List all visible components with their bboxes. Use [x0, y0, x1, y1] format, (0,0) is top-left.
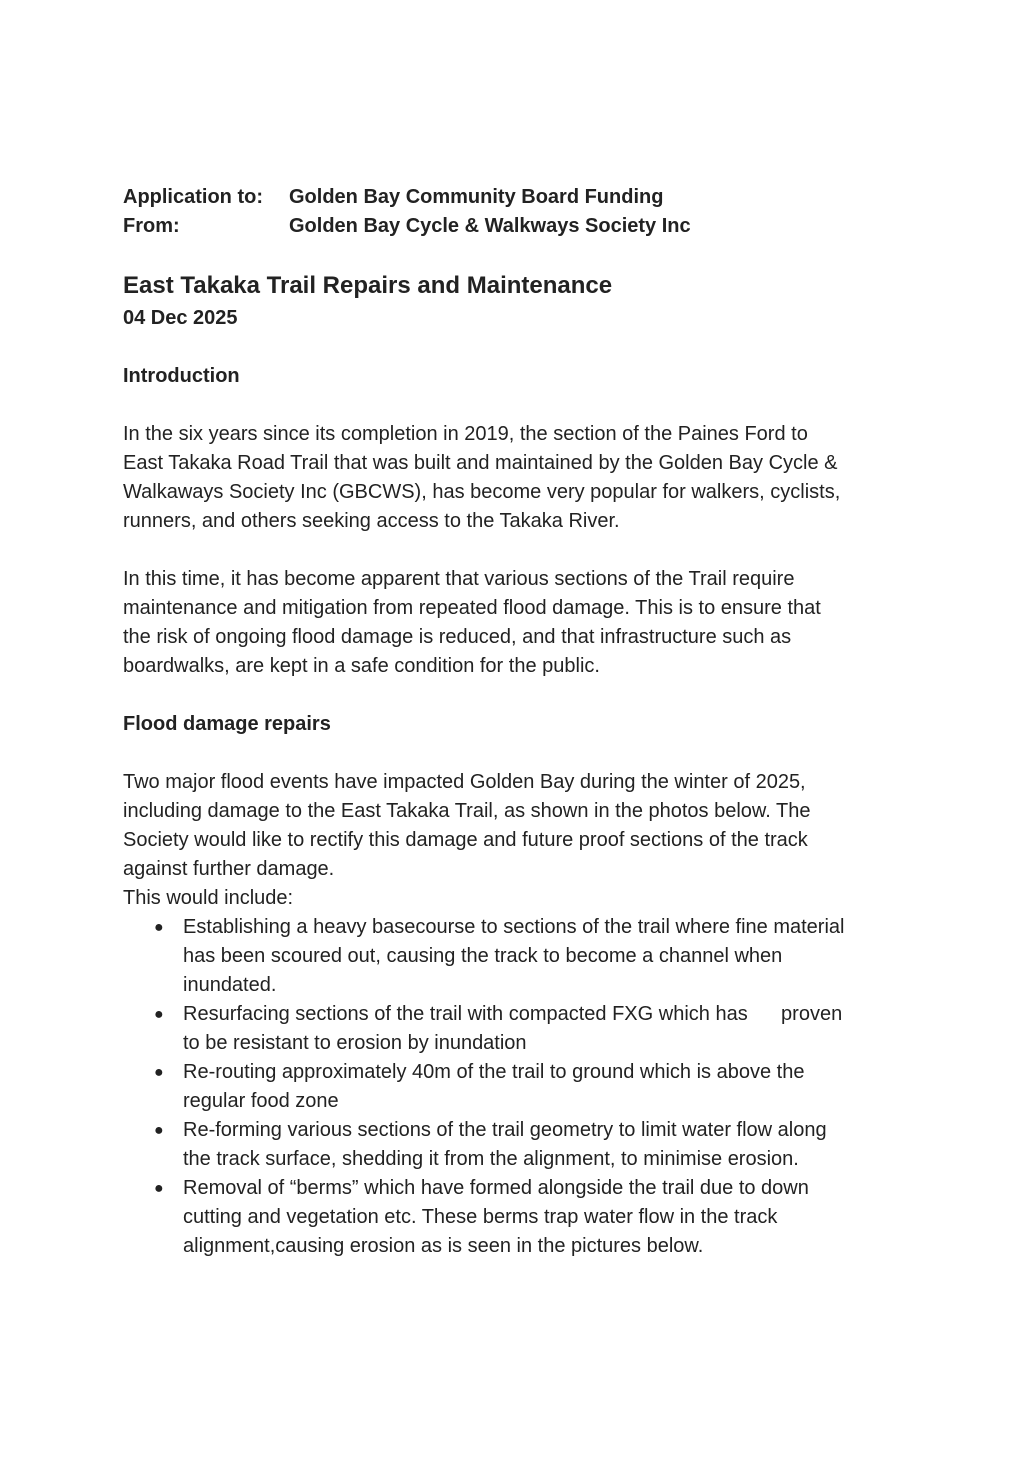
application-row	[123, 183, 923, 212]
paragraph-line: Walkaways Society Inc (GBCWS), has become very popular for walkers, cyclists,	[123, 481, 841, 503]
paragraph-line: maintenance and mitigation from repeated flood damage. This is to ensure that	[123, 597, 821, 619]
paragraph-line: In the six years since its completion in 2019, the section of the Paines Ford to	[123, 423, 808, 445]
paragraph-line: including damage to the East Takaka Trail, as shown in the photos below. The	[123, 800, 811, 822]
paragraph-line: Society would like to rectify this damage and future proof sections of the track	[123, 829, 808, 851]
list-item-line: Establishing a heavy basecourse to sections of the trail where fine material	[183, 916, 845, 938]
list-item	[123, 1116, 923, 1174]
paragraph-line: boardwalks, are kept in a safe condition for the public.	[123, 655, 600, 677]
paragraph-line: East Takaka Road Trail that was built and maintained by the Golden Bay Cycle &	[123, 452, 838, 474]
list-item-line: Re-forming various sections of the trail geometry to limit water flow along	[183, 1119, 827, 1141]
list-item-line: the track surface, shedding it from the alignment, to minimise erosion.	[183, 1148, 799, 1170]
paragraph-line: the risk of ongoing flood damage is reduced, and that infrastructure such as	[123, 626, 792, 648]
paragraph-line: In this time, it has become apparent that various sections of the Trail require	[123, 568, 795, 590]
bullet-icon: ●	[154, 1122, 164, 1139]
bullet-icon: ●	[154, 1180, 164, 1197]
document-title: East Takaka Trail Repairs and Maintenance	[123, 272, 613, 299]
flood-paragraph	[123, 768, 923, 913]
list-item-line: has been scoured out, causing the track to become a channel when	[183, 945, 783, 967]
list-item-line: regular food zone	[183, 1090, 339, 1112]
document-page	[123, 183, 923, 1261]
list-item	[123, 1058, 923, 1116]
from-label: From:	[123, 215, 180, 237]
application-value: Golden Bay Community Board Funding	[289, 186, 664, 208]
introduction-paragraph-2	[123, 565, 923, 681]
list-item-line: inundated.	[183, 974, 277, 996]
paragraph-line: This would include:	[123, 887, 294, 909]
list-item-line: Removal of “berms” which have formed alongside the trail due to down	[183, 1177, 809, 1199]
from-row	[123, 212, 923, 241]
bullet-icon: ●	[154, 919, 164, 936]
list-item-line: Resurfacing sections of the trail with compacted FXG which has proven	[183, 1003, 843, 1025]
introduction-heading: Introduction	[123, 365, 240, 387]
list-item	[123, 1174, 923, 1261]
introduction-paragraph-1	[123, 420, 923, 536]
list-item	[123, 1000, 923, 1058]
application-label: Application to:	[123, 186, 263, 208]
from-value: Golden Bay Cycle & Walkways Society Inc	[289, 215, 691, 237]
paragraph-line: Two major flood events have impacted Golden Bay during the winter of 2025,	[123, 771, 806, 793]
flood-heading: Flood damage repairs	[123, 713, 331, 735]
list-item-line: to be resistant to erosion by inundation	[183, 1032, 527, 1054]
bullet-icon: ●	[154, 1064, 164, 1081]
repair-list	[123, 913, 923, 1261]
document-date: 04 Dec 2025	[123, 307, 238, 329]
paragraph-line: against further damage.	[123, 858, 335, 880]
list-item-line: cutting and vegetation etc. These berms trap water flow in the track	[183, 1206, 778, 1228]
list-item	[123, 913, 923, 1000]
paragraph-line: runners, and others seeking access to the Takaka River.	[123, 510, 620, 532]
list-item-line: Re-routing approximately 40m of the trail to ground which is above the	[183, 1061, 805, 1083]
list-item-line: alignment,causing erosion as is seen in the pictures below.	[183, 1235, 704, 1257]
bullet-icon: ●	[154, 1006, 164, 1023]
